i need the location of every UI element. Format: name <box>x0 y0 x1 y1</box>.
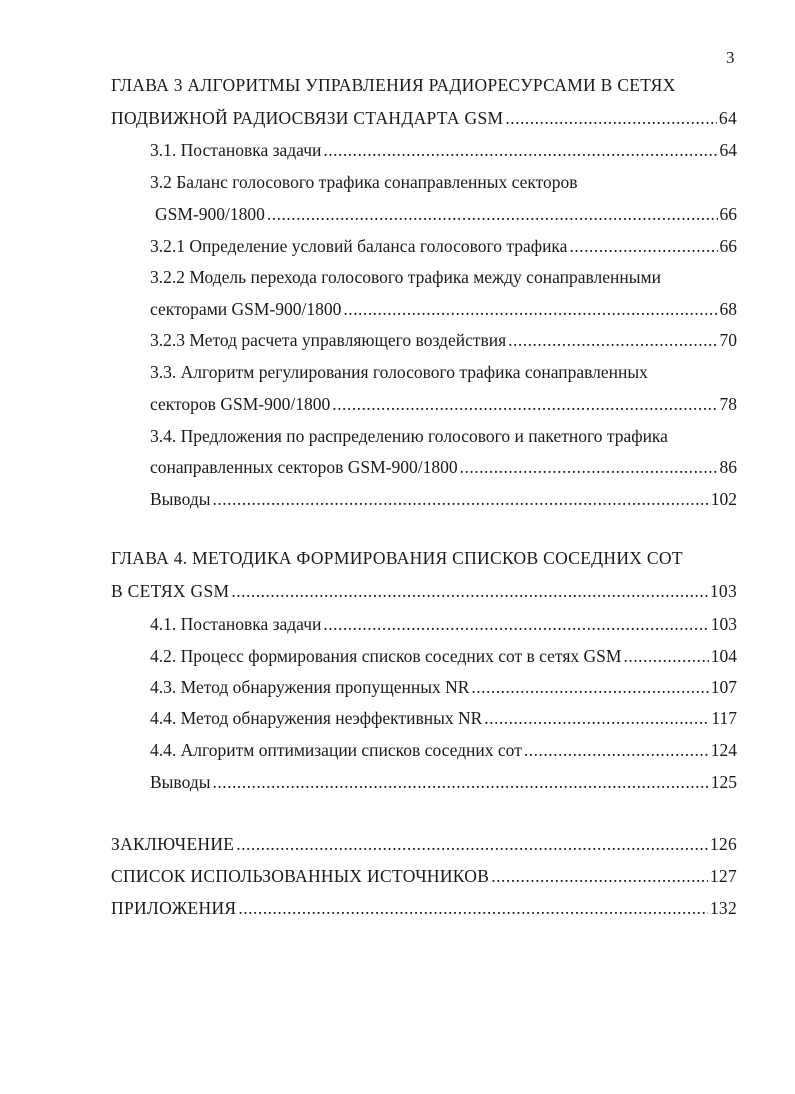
page-ref: 104 <box>710 646 737 666</box>
toc-entry-3-2-1: 3.2.1 Определение условий баланса голосового трафика ..... 66 <box>150 235 737 257</box>
page-ref: 78 <box>719 394 737 414</box>
page-ref: 103 <box>710 614 737 634</box>
dot-leader <box>508 329 717 351</box>
page-number: 3 <box>726 48 735 67</box>
dot-leader <box>332 393 717 415</box>
dot-leader <box>491 865 708 887</box>
page-ref: 132 <box>709 898 737 918</box>
toc-entry-3-4: сонаправленных секторов GSM-900/1800 ..... 86 <box>150 456 737 478</box>
toc-entry-4-1: 4.1. Постановка задачи ..... 103 <box>150 613 737 635</box>
toc-entry-3-2-2-line1: 3.2.2 Модель перехода голосового трафика между сонаправленными <box>150 267 661 287</box>
toc-entry-3-3-line1: 3.3. Алгоритм регулирования голосового трафика сонаправленных <box>150 362 648 382</box>
toc-entry-3-4-line1: 3.4. Предложения по распределению голосового и пакетного трафика <box>150 426 668 446</box>
chapter4-title-entry: В СЕТЯХ GSM ..... 103 <box>111 580 737 602</box>
toc-entry-4-4b: 4.4. Алгоритм оптимизации списков соседних сот ..... 124 <box>150 739 737 761</box>
page-ref: 124 <box>710 740 737 760</box>
chapter3-title-entry: ПОДВИЖНОЙ РАДИОСВЯЗИ СТАНДАРТА GSM ..... 64 <box>111 107 737 129</box>
toc-entry-conclusion: ЗАКЛЮЧЕНИЕ ..... 126 <box>111 833 737 855</box>
toc-entry-3-3: секторов GSM-900/1800 ..... 78 <box>150 393 737 415</box>
page-ref: 86 <box>719 457 737 477</box>
toc-entry-4-2: 4.2. Процесс формирования списков соседних сот в сетях GSM ..... 104 <box>150 645 737 667</box>
dot-leader <box>484 707 709 729</box>
dot-leader <box>212 488 708 510</box>
page-ref: 64 <box>719 140 737 160</box>
toc-entry-3-1: 3.1. Постановка задачи ..... 64 <box>150 139 737 161</box>
toc-entry-3-2-3: 3.2.3 Метод расчета управляющего воздействия ..... 70 <box>150 329 737 351</box>
toc-entry-3-2-2: секторами GSM-900/1800 ..... 68 <box>150 298 737 320</box>
page-ref: 102 <box>710 489 737 509</box>
dot-leader <box>323 139 717 161</box>
dot-leader <box>231 580 707 602</box>
dot-leader <box>471 676 708 698</box>
dot-leader <box>505 107 717 129</box>
page-ref: 66 <box>719 236 737 256</box>
toc-entry-4-conclusions: Выводы ..... 125 <box>150 771 737 793</box>
dot-leader <box>238 897 707 919</box>
toc-entry-3-2-line1: 3.2 Баланс голосового трафика сонаправленных секторов <box>150 172 578 192</box>
dot-leader <box>236 833 708 855</box>
chapter3-title-line1: ГЛАВА 3 АЛГОРИТМЫ УПРАВЛЕНИЯ РАДИОРЕСУРСАМИ В СЕТЯХ <box>111 75 676 95</box>
page-ref: 126 <box>709 834 737 854</box>
toc-entry-appendices: ПРИЛОЖЕНИЯ ..... 132 <box>111 897 737 919</box>
toc-entry-4-4: 4.4. Метод обнаружения неэффективных NR ..... 117 <box>150 707 737 729</box>
page-ref: 117 <box>711 708 737 728</box>
dot-leader <box>212 771 708 793</box>
dot-leader <box>343 298 717 320</box>
page-ref: 66 <box>719 204 737 224</box>
toc-entry-references: СПИСОК ИСПОЛЬЗОВАННЫХ ИСТОЧНИКОВ ..... 127 <box>111 865 737 887</box>
dot-leader <box>460 456 718 478</box>
page-ref: 68 <box>719 299 737 319</box>
page-ref: 127 <box>709 866 737 886</box>
dot-leader <box>569 235 717 257</box>
page-ref: 70 <box>719 330 737 350</box>
dot-leader <box>524 739 709 761</box>
dot-leader <box>267 203 718 225</box>
page-ref: 107 <box>710 677 737 697</box>
page-ref: 103 <box>709 581 737 601</box>
chapter4-title-line1: ГЛАВА 4. МЕТОДИКА ФОРМИРОВАНИЯ СПИСКОВ СОСЕДНИХ СОТ <box>111 548 683 568</box>
page-ref: 64 <box>718 108 737 128</box>
toc-entry-3-conclusions: Выводы ..... 102 <box>150 488 737 510</box>
toc-entry-4-3: 4.3. Метод обнаружения пропущенных NR ..... 107 <box>150 676 737 698</box>
page-ref: 125 <box>710 772 737 792</box>
toc-entry-3-2: GSM-900/1800 ..... 66 <box>155 203 737 225</box>
dot-leader <box>623 645 708 667</box>
dot-leader <box>323 613 708 635</box>
